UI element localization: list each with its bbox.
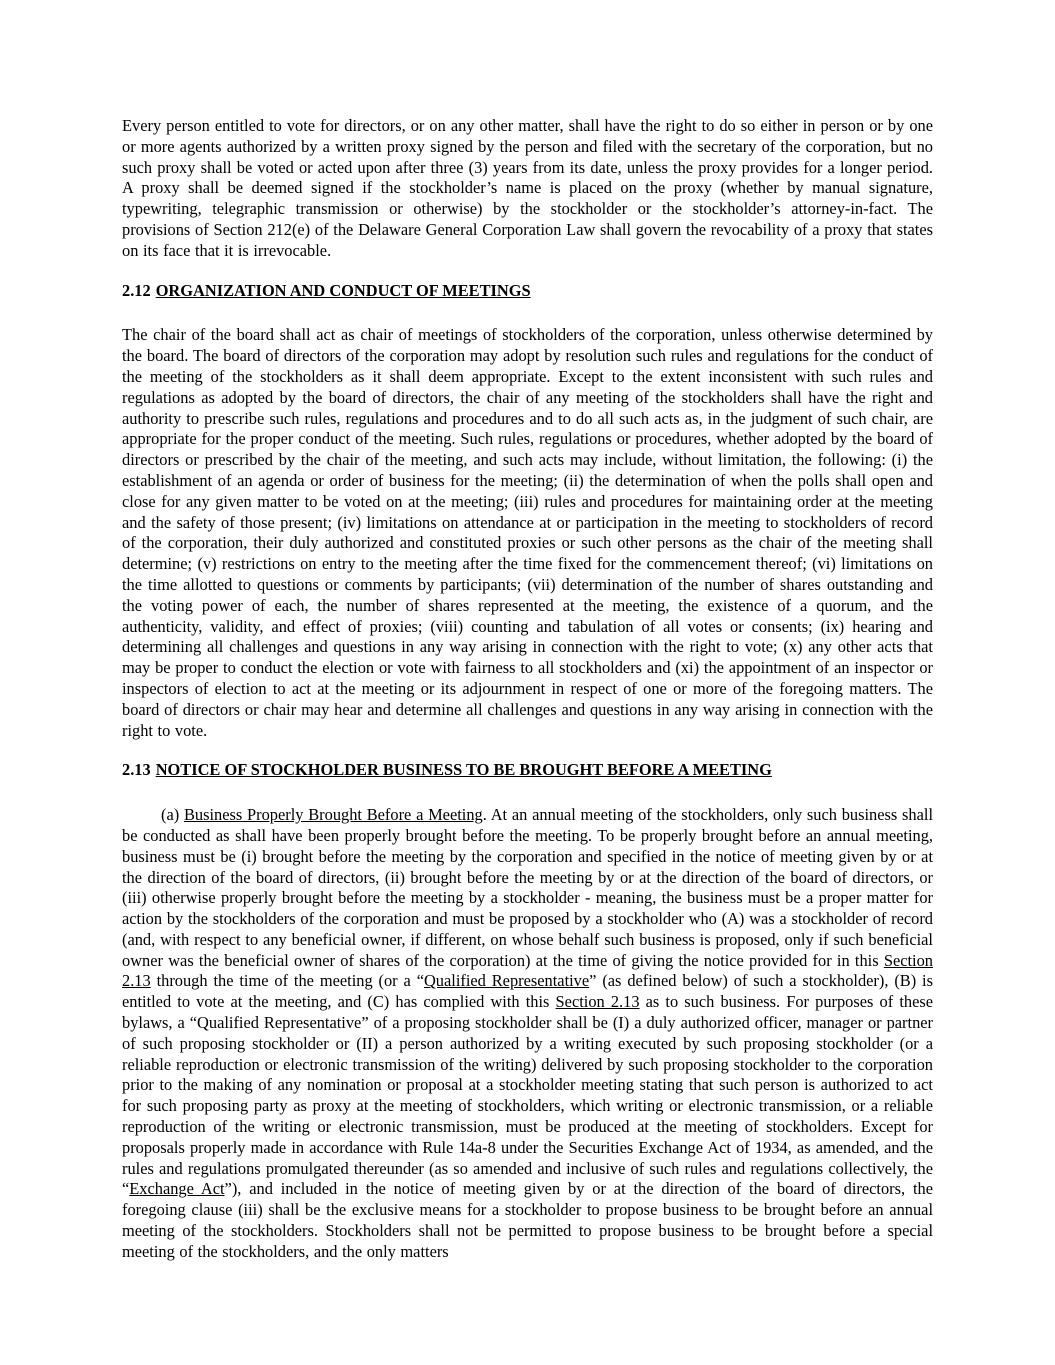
section-2-12-number: 2.12 bbox=[122, 280, 151, 300]
underlined-text-run: Business Properly Brought Before a Meeting bbox=[183, 805, 483, 825]
underlined-text-run: Exchange Act bbox=[129, 1179, 225, 1199]
underlined-text-run: Section 2.13 bbox=[555, 992, 640, 1012]
section-2-13-paragraph-a bbox=[122, 805, 933, 1263]
section-2-12-title: ORGANIZATION AND CONDUCT OF MEETINGS bbox=[155, 280, 531, 300]
proxy-paragraph: Every person entitled to vote for directors, or on any other matter, shall have the right to do so either in person or by one or more agents authorized by a written proxy signed by the person and filed with the secretary of the corporation, but no such proxy shall be voted or acted upon after three (3) years from its date, unless the proxy provides for a longer period. A proxy shall be deemed signed if the stockholder’s name is placed on the proxy (whether by manual signature, typewriting, telegraphic transmission or otherwise) by the stockholder or the stockholder’s attorney-in-fact. The provisions of Section 212(e) of the Delaware General Corporation Law shall govern the revocability of a proxy that states on its face that it is irrevocable. bbox=[122, 116, 933, 260]
section-2-13-heading bbox=[122, 760, 933, 781]
section-2-13-number: 2.13 bbox=[122, 760, 151, 780]
text-run: ”), and included in the notice of meeting given by or at the direction of the board of directors, the foregoing clause (iii) shall be the exclusive means for a stockholder to propose business to be brought before an annual meeting of the stockholders. Stockholders shall not be permitted to propose business to be brought before a special meeting of the stockholders, and the only matters bbox=[122, 1179, 934, 1261]
section-2-13-title: NOTICE OF STOCKHOLDER BUSINESS TO BE BROUGHT BEFORE A MEETING bbox=[155, 760, 772, 780]
text-run: . At an annual meeting of the stockholders, only such business shall be conducted as shall have been properly brought before the meeting. To be properly brought before an annual meeting, business must be (i) brought before the meeting by the corporation and specified in the notice of meeting given by or at the direction of the board of directors, (ii) brought before the meeting by or at the direction of the board of directors, or (iii) otherwise properly brought before the meeting by a stockholder - meaning, the business must be a proper matter for action by the stockholders of the corporation and must be proposed by a stockholder who (A) was a stockholder of record (and, with respect to any beneficial owner, if different, on whose behalf such business is proposed, only if such beneficial owner was the beneficial owner of shares of the corporation) at the time of giving the notice provided for in this bbox=[122, 805, 934, 970]
underlined-text-run: Qualified Representative bbox=[423, 971, 590, 991]
text-run: through the time of the meeting (or a “ bbox=[150, 971, 424, 991]
underlined-text-run: Section 2.13 bbox=[122, 950, 933, 991]
text-run: (a) bbox=[161, 805, 184, 825]
text-run: as to such business. For purposes of these bylaws, a “Qualified Representative” of a proposing stockholder shall be (I) a duly authorized officer, manager or partner of such proposing stockholder or (II) a person authorized by a writing executed by such proposing stockholder (or a reliable reproduction or electronic transmission of the writing) delivered by such proposing stockholder to the corporation prior to the making of any nomination or proposal at a stockholder meeting stating that such person is authorized to act for such proposing party as proxy at the meeting of stockholders, which writing or electronic transmission, or a reliable reproduction of the writing or electronic transmission, must be produced at the meeting of stockholders. Except for proposals properly made in accordance with Rule 14a-8 under the Securities Exchange Act of 1934, as amended, and the rules and regulations promulgated thereunder (as so amended and inclusive of such rules and regulations collectively, the “ bbox=[122, 992, 933, 1199]
text-run: ” (as defined below) of such a stockholder), (B) is entitled to vote at the meeting, and (C) has complied with this bbox=[122, 971, 933, 1012]
section-2-12-body-paragraph: The chair of the board shall act as chair of meetings of stockholders of the corporation, unless otherwise determined by the board. The board of directors of the corporation may adopt by resolution such rules and regulations for the conduct of the meeting of the stockholders as it shall deem appropriate. Except to the extent inconsistent with such rules and regulations as adopted by the board of directors, the chair of any meeting of the stockholders shall have the right and authority to prescribe such rules, regulations and procedures and to do all such acts as, in the judgment of such chair, are appropriate for the proper conduct of the meeting. Such rules, regulations or procedures, whether adopted by the board of directors or prescribed by the chair of the meeting, and such acts may include, without limitation, the following: (i) the establishment of an agenda or order of business for the meeting; (ii) the determination of when the polls shall open and close for any given matter to be voted on at the meeting; (iii) rules and procedures for maintaining order at the meeting and the safety of those present; (iv) limitations on attendance at or participation in the meeting to stockholders of record of the corporation, their duly authorized and constituted proxies or such other persons as the chair of the meeting shall determine; (v) restrictions on entry to the meeting after the time fixed for the commencement thereof; (vi) limitations on the time allotted to questions or comments by participants; (vii) determination of the number of shares outstanding and the voting power of each, the number of shares represented at the meeting, the existence of a quorum, and the authenticity, validity, and effect of proxies; (viii) counting and tabulation of all votes or consents; (ix) hearing and determining all challenges and questions in any way arising in connection with the right to vote; (x) any other acts that may be proper to conduct the election or vote with fairness to all stockholders and (xi) the appointment of an inspector or inspectors of election to act at the meeting or its adjournment in respect of one or more of the foregoing matters. The board of directors or chair may hear and determine all challenges and questions in any way arising in connection with the right to vote. bbox=[122, 325, 933, 740]
section-2-12-heading bbox=[122, 281, 933, 302]
